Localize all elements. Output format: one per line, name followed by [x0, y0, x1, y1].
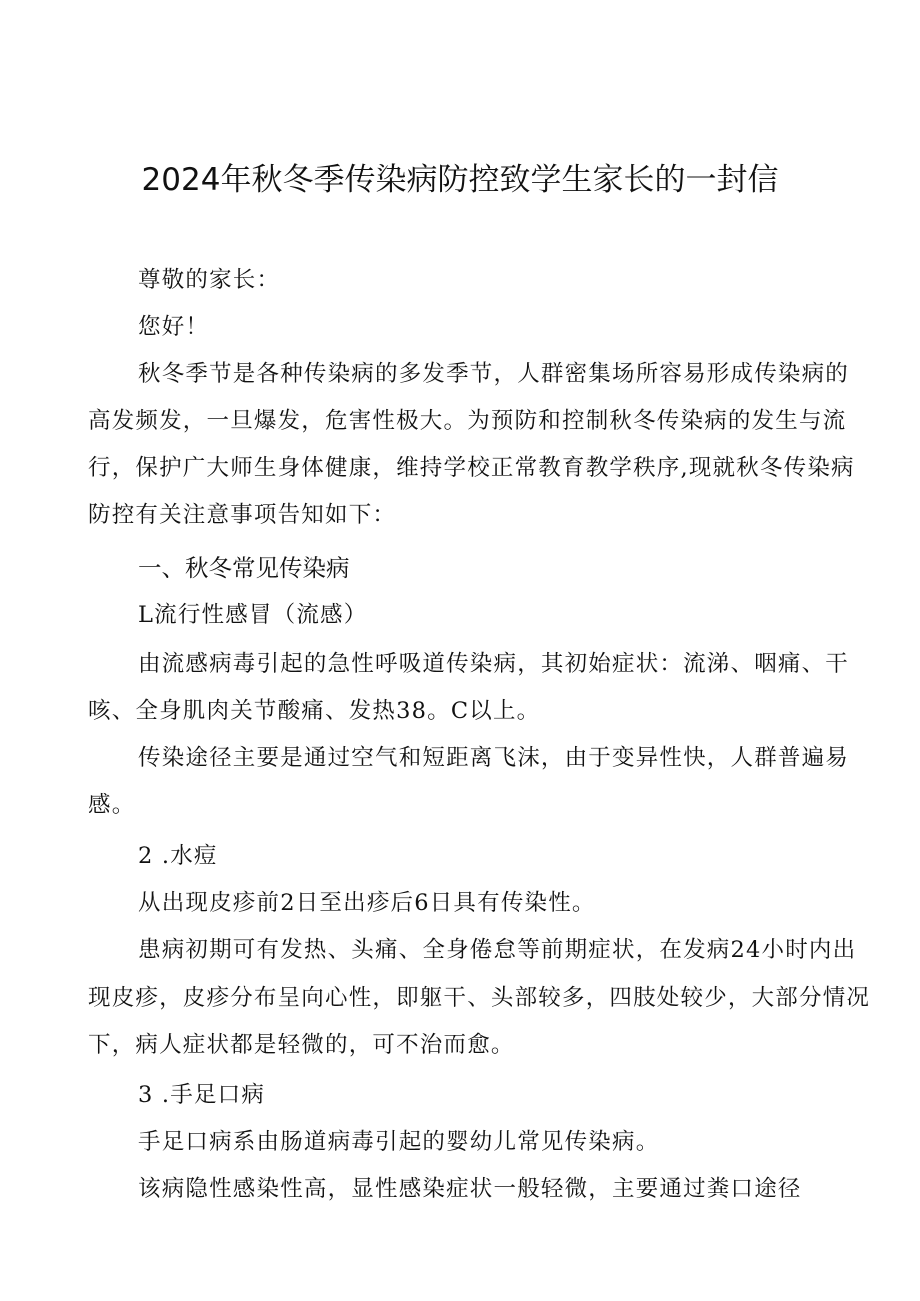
section-heading: 一、秋冬常见传染病: [138, 554, 350, 582]
intro-line-1: 秋冬季节是各种传染病的多发季节，人群密集场所容易形成传染病的: [138, 361, 850, 387]
greeting: 您好！: [138, 314, 210, 340]
intro-line-4: 防控有关注意事项告知如下：: [88, 502, 397, 528]
chickenpox-p2-line-3: 下，病人症状都是轻微的，可不治而愈。: [88, 1032, 515, 1058]
hfmd-p1: 手足口病系由肠道病毒引起的婴幼儿常见传染病。: [138, 1129, 660, 1155]
hfmd-heading: 3 .手足口病: [138, 1082, 266, 1108]
page-title: 2024年秋冬季传染病防控致学生家长的一封信: [141, 162, 779, 198]
chickenpox-p2-line-2: 现皮疹，皮疹分布呈向心性，即躯干、头部较多，四肢处较少，大部分情况: [88, 985, 871, 1011]
intro-line-3: 行，保护广大师生身体健康，维持学校正常教育教学秩序,现就秋冬传染病: [88, 455, 855, 481]
chickenpox-p2-line-1: 患病初期可有发热、头痛、全身倦怠等前期症状，在发病24小时内出: [138, 937, 857, 963]
flu-p1-line-1: 由流感病毒引起的急性呼吸道传染病，其初始症状：流涕、咽痛、干: [138, 651, 850, 677]
hfmd-p2-line-1: 该病隐性感染性高，显性感染症状一般轻微，主要通过粪口途径: [138, 1176, 802, 1202]
flu-heading: L流行性感冒（流感）: [138, 602, 368, 628]
flu-p1-line-2: 咳、全身肌肉关节酸痛、发热38。C以上。: [88, 698, 541, 724]
intro-line-2: 高发频发，一旦爆发，危害性极大。为预防和控制秋冬传染病的发生与流: [88, 408, 847, 434]
chickenpox-heading: 2 .水痘: [138, 843, 218, 869]
flu-p2-line-2: 感。: [88, 792, 136, 818]
chickenpox-p1: 从出现皮疹前2日至出疹后6日具有传染性。: [138, 890, 596, 916]
flu-p2-line-1: 传染途径主要是通过空气和短距离飞沫，由于变异性快，人群普遍易: [138, 745, 850, 771]
salutation: 尊敬的家长：: [138, 267, 281, 293]
